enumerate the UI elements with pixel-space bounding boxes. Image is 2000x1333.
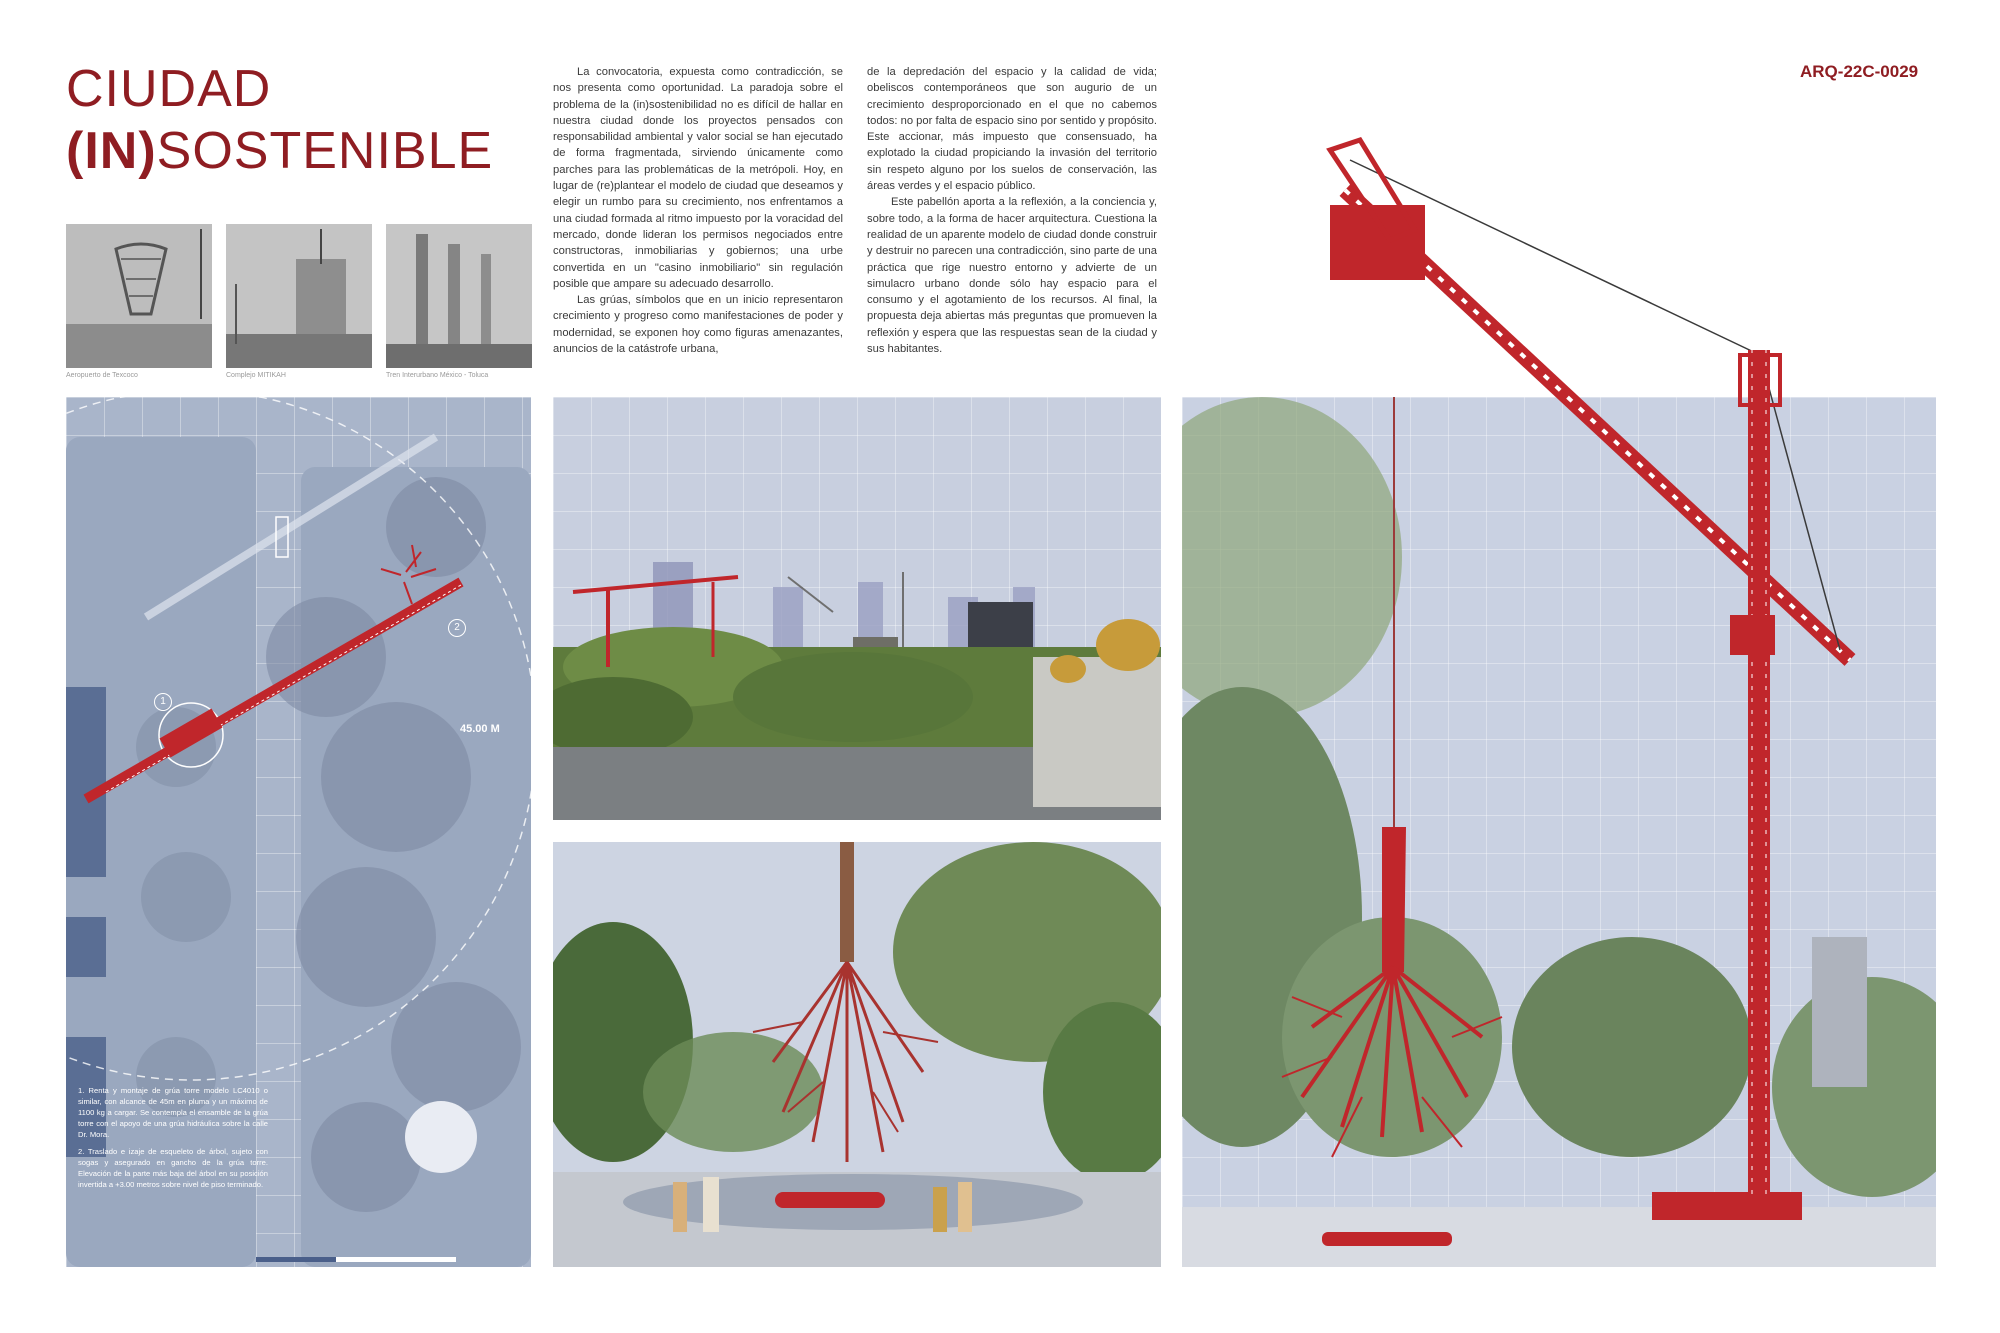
paragraph: de la depredación del espacio y la calidad de vida; obeliscos contemporáneos que son augurio de un crecimiento desproporcionado en el que no cabemos todos: no por falta de espacio sino por sentido y propósito. Este accionar, más impuesto que consensuado, ha explotado la ciudad propiciando la invasión del territorio sin respeto alguno por los suelos de conservación, las áreas verdes y el espacio público. [867, 66, 1157, 193]
plan-note: 1. Renta y montaje de grúa torre modelo LC4010 o similar, con alcance de 45m en pluma y un máximo de 1100 kg a cargar. Se contempla el ensamble de la grúa torre con el apoyo de una grúa hidráulica sobre la calle Dr. Mora. [78, 1086, 268, 1139]
project-code: ARQ-22C-0029 [1800, 62, 1919, 81]
thumbnail-airport [66, 224, 212, 368]
thumbnail-caption: Complejo MITIKAH [226, 372, 286, 379]
tower-crane-illustration [1300, 0, 2000, 1333]
plan-note: 2. Traslado e izaje de esqueleto de árbol, sujeto con sogas y asegurado en gancho de la grúa torre. Elevación de la parte más baja del árbol en su posición invertida a +3.00 metros sobre nivel de piso terminado. [78, 1147, 268, 1189]
text-column-1 [553, 64, 843, 357]
plan-dimension-label: 45.00 M [460, 723, 500, 735]
plan-marker-2: 2 [448, 619, 466, 637]
paragraph: La convocatoria, expuesta como contradicción, se nos presenta como oportunidad. La paradoja sobre el problema de la (in)sostenibilidad no es difícil de hallar en nuestra ciudad donde los proyectos pensados con responsabilidad ambiental y valor social se han ejecutado de forma fragmentada, sirviendo únicamente como parches para las problemáticas de la metrópoli. Hoy, en lugar de (re)plantear el modelo de ciudad que deseamos y elegir un rumbo para su crecimiento, nos enfrentamos a una ciudad formada al ritmo impuesto por la voracidad del mercado, donde lideran los permisos negociados entre constructoras, inmobiliarias y gobiernos; una urbe convertida en un "casino inmobiliario" sin regulación posible que ampare su adecuado desarrollo. [553, 66, 843, 290]
paragraph: Este pabellón aporta a la reflexión, a la conciencia y, sobre todo, a la forma de hacer arquitectura. Cuestiona la realidad de un aparente modelo de ciudad donde construir y destruir no parecen una contradicción, sino parte de una práctica que rige nuestro entorno y advierte de un simulacro urbano donde sólo hay espacio para el consumo y el agotamiento de los recursos. Al final, la propuesta deja abiertas más preguntas que promueven la reflexión y espera que las respuestas sean de la ciudad y sus habitantes. [867, 196, 1157, 356]
title-rest: SOSTENIBLE [156, 122, 494, 180]
title-line-1: CIUDAD [66, 60, 272, 118]
plan-marker-1: 1 [154, 693, 172, 711]
title-line-2 [66, 120, 493, 182]
thumbnail-caption: Tren Interurbano México - Toluca [386, 372, 489, 379]
thumbnail-train [386, 224, 532, 368]
paragraph: Las grúas, símbolos que en un inicio representaron crecimiento y progreso como manifestaciones de poder y modernidad, se exponen hoy como figuras amenazantes, anuncios de la catástrofe urbana, [553, 294, 843, 356]
page-title [66, 58, 493, 182]
thumbnail-complex [226, 224, 372, 368]
city-panorama-image [553, 397, 1161, 820]
street-view-image [553, 842, 1161, 1267]
thumbnail-caption: Aeropuerto de Texcoco [66, 372, 138, 379]
plan-notes [78, 1085, 268, 1196]
text-column-2 [867, 64, 1157, 357]
title-accent: (IN) [66, 122, 157, 180]
